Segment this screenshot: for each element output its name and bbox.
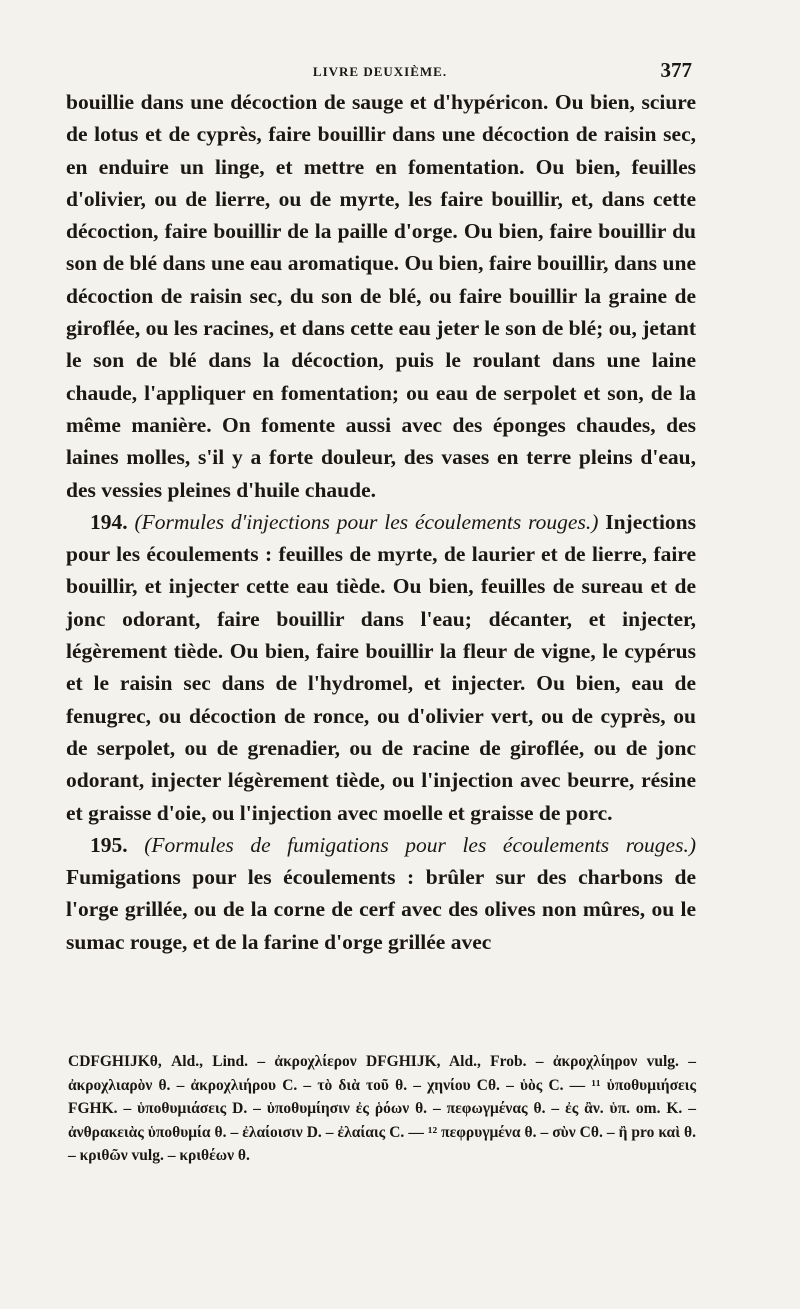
paragraph-continuation [66, 86, 696, 506]
critical-apparatus [68, 1050, 696, 1168]
footnote-text: CDFGHIJKθ, Ald., Lind. – ἀκροχλίερον DFGHIJK, Ald., Frob. – ἀκροχλίηρον vulg. – ἀκροχλιαρὸν θ. – ἀκροχλιήρου C. – τὸ διὰ τοῦ θ. – χηνίου Cθ. – ὑὸς C. — ¹¹ ὑποθυμιήσεις FGHK. – ὑποθυμιάσεις D. – ὑποθυμίησιν ἐς ῥόων θ. – πεφωγμένας θ. – ἐς ἂν. ὑπ. om. K. – ἀνθρακειὰς ὑποθυμία θ. – ἐλαίοισιν D. – ἐλαίαις C. — ¹² πεφρυγμένα θ. – σὺν Cθ. – ἢ pro καὶ θ. – κριθῶν vulg. – κριθέων θ. [68, 1053, 696, 1164]
paragraph-194 [66, 506, 696, 829]
paragraph-text: bouillie dans une décoction de sauge et d'hypéricon. Ou bien, sciure de lotus et de cyprès, faire bouillir dans une décoction de raisin sec, en enduire un linge, et mettre en fomentation. Ou bien, feuilles d'olivier, ou de lierre, ou de myrte, les faire bouillir, et, dans cette décoction, faire bouillir de la paille d'orge. Ou bien, faire bouillir du son de blé dans une eau aromatique. Ou bien, faire bouillir, dans une décoction de raisin sec, du son de blé, ou faire bouillir la graine de giroflée, ou les racines, et dans cette eau jeter le son de blé; ou, jetant le son de blé dans la décoction, puis le roulant dans une laine chaude, l'appliquer en fomentation; ou eau de serpolet et son, de la même manière. On fomente aussi avec des éponges chaudes, des laines molles, s'il y a forte douleur, des vases en terre pleins d'eau, des vessies pleines d'huile chaude. [66, 90, 696, 502]
section-number: 194. [90, 509, 128, 534]
paragraph-text: Injections pour les écoulements : feuilles de myrte, de laurier et de lierre, faire bouillir, et injecter cette eau tiède. Ou bien, feuilles de sureau et de jonc odorant, faire bouillir dans l'eau; décanter, et injecter, légèrement tiède. Ou bien, faire bouillir la fleur de vigne, le cypérus et le raisin sec dans de l'hydromel, et injecter. Ou bien, eau de fenugrec, ou décoction de ronce, ou d'olivier vert, ou de cyprès, ou de serpolet, ou de grenadier, ou de racine de giroflée, ou de jonc odorant, injecter légèrement tiède, ou l'injection avec beurre, résine et graisse d'oie, ou l'injection avec moelle et graisse de porc. [66, 509, 697, 825]
paragraph-195 [66, 829, 696, 958]
page-number: 377 [660, 58, 692, 82]
paragraph-text: Fumigations pour les écoulements : brûler sur des charbons de l'orge grillée, ou de la corne de cerf avec des olives non mûres, ou le sumac rouge, et de la farine d'orge grillée avec [66, 865, 696, 954]
running-head [68, 58, 692, 86]
section-title: (Formules d'injections pour les écoulements rouges.) [134, 509, 599, 534]
running-title: LIVRE DEUXIÈME. [312, 64, 448, 79]
section-number: 195. [90, 832, 128, 857]
section-title: (Formules de fumigations pour les écoulements rouges.) [144, 832, 696, 857]
main-text [66, 86, 696, 958]
